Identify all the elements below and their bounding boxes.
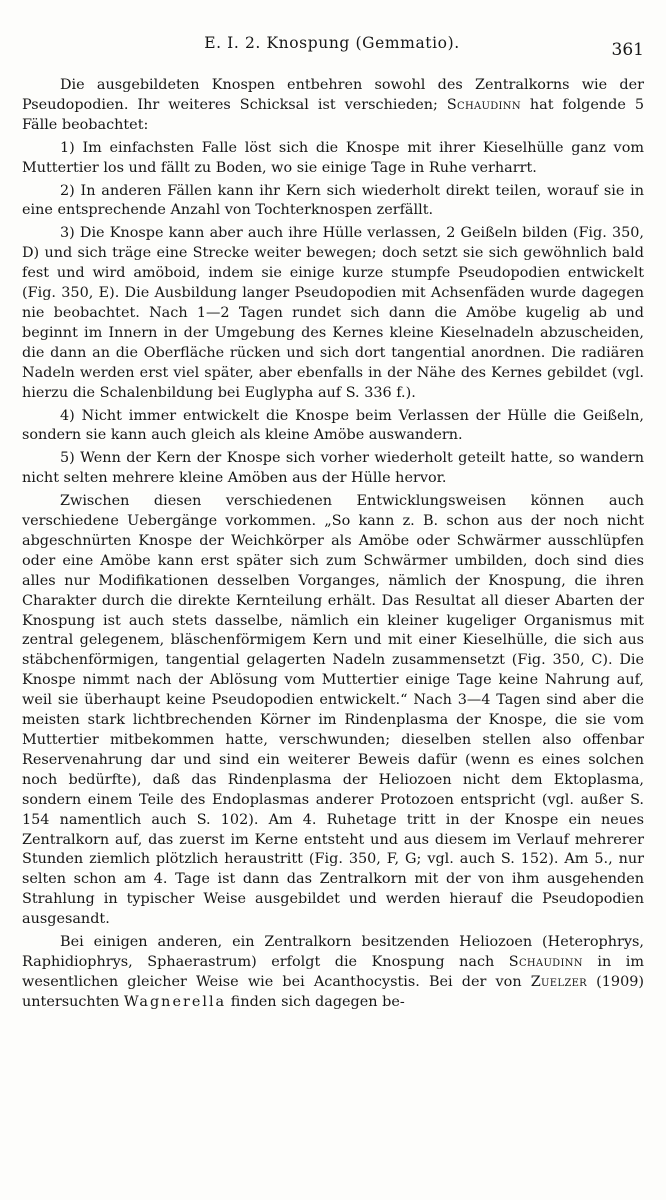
paragraph-case-4: 4) Nicht immer entwickelt die Knospe beim Verlassen der Hülle die Geißeln, sondern sie kann auch gleich als kleine Amöbe auswandern.	[22, 407, 644, 444]
paragraph-transitions: Zwischen diesen verschiedenen Entwicklungsweisen können auch verschiedene Uebergänge vorkommen. „So kann z. B. schon aus der noch nicht abgeschnürten Knospe der Weichkörper als Amöbe oder Schwärmer ausschlüpfen oder eine Amöbe kann erst später sich zum Schwärmer umbilden, doch sind dies alles nur Modifikationen desselben Vorganges, nämlich der Knospung, die ihren Charakter durch die direkte Kernteilung erhält. Das Resultat all dieser Abarten der Knospung ist auch stets dasselbe, nämlich ein kleiner kugeliger Organismus mit zentral gelegenem, bläschenförmigem Kern und mit einer Kieselhülle, die sich aus stäbchenförmigen, tangential gelagerten Nadeln zusammensetzt (Fig. 350, C). Die Knospe nimmt nach der Ablösung vom Muttertier einige Tage keine Nahrung auf, weil sie überhaupt keine Pseudopodien entwickelt.“ Nach 3—4 Tagen sind aber die meisten stark lichtbrechenden Körner im Rindenplasma der Knospe, die sie vom Muttertier mitbekommen hatte, verschwunden; dieselben stellen also offenbar Reservenahrung dar und sind ein weiterer Beweis dafür (wenn es eines solchen noch bedürfte), daß das Rindenplasma der Heliozoen nicht dem Ektoplasma, sondern einem Teile des Endoplasmas anderer Protozoen entspricht (vgl. außer S. 154 namentlich auch S. 102). Am 4. Ruhetage tritt in der Knospe ein neues Zentralkorn auf, das zuerst im Kerne entsteht und aus diesem im Verlauf mehrerer Stunden ziemlich plötzlich heraustritt (Fig. 350, F, G; vgl. auch S. 152). Am 5., nur selten schon am 4. Tage ist dann das Zentralkorn mit der von ihm ausgehenden Strahlung in typischer Weise ausgebildet und werden hierauf die Pseudopodien ausgesandt.	[22, 493, 644, 928]
author-name-zuelzer: Zuelzer	[530, 973, 587, 990]
paragraph-intro-text-b: hat folgende 5 Fälle beobachtet:	[22, 96, 645, 133]
paragraph-other-text-a: Bei einigen anderen, ein Zentralkorn besitzenden Heliozoen (Heterophrys, Raphidiophrys, Sphaerastrum) erfolgt die Knospung nach	[22, 934, 644, 970]
paragraph-other-text-d: finden sich dagegen be-	[226, 993, 405, 1010]
paragraph-intro	[22, 76, 644, 136]
paragraph-intro-text-a: Die ausgebildeten Knospen entbehren sowohl des Zentralkorns wie der Pseudopodien. Ihr weiteres Schicksal ist verschieden;	[22, 77, 644, 113]
running-header	[20, 26, 644, 60]
body-text	[22, 76, 644, 1013]
paragraph-case-5: 5) Wenn der Kern der Knospe sich vorher wiederholt geteilt hatte, so wandern nicht selten mehrere kleine Amöben aus der Hülle hervor.	[22, 450, 644, 487]
paragraph-other-text-b: in im wesentlichen gleicher Weise wie bei Acanthocystis. Bei der von	[22, 953, 644, 990]
paragraph-other-text-c: (1909) untersuchten	[22, 973, 644, 1010]
paragraph-case-1: 1) Im einfachsten Falle löst sich die Knospe mit ihrer Kieselhülle ganz vom Muttertier los und fällt zu Boden, wo sie einige Tage in Ruhe verharrt.	[22, 139, 644, 176]
paragraph-other-heliozoa	[22, 933, 644, 1013]
author-name-schaudinn-2: Schaudinn	[508, 953, 583, 970]
paragraph-case-2: 2) In anderen Fällen kann ihr Kern sich wiederholt direkt teilen, worauf sie in eine entsprechende Anzahl von Tochterknospen zerfällt.	[22, 182, 644, 219]
page-number: 361	[611, 40, 644, 60]
running-title: E. I. 2. Knospung (Gemmatio).	[204, 34, 460, 52]
paragraph-case-3: 3) Die Knospe kann aber auch ihre Hülle verlassen, 2 Geißeln bilden (Fig. 350, D) und sich träge eine Strecke weiter bewegen; doch setzt sie sich gewöhnlich bald fest und wird amöboid, indem sie einige kurze stumpfe Pseudopodien entwickelt (Fig. 350, E). Die Ausbildung langer Pseudopodien mit Achsenfäden wurde dagegen nie beobachtet. Nach 1—2 Tagen rundet sich dann die Amöbe kugelig ab und beginnt im Innern in der Umgebung des Kernes kleine Kieselnadeln abzuscheiden, die dann an die Oberfläche rücken und sich dort tangential anordnen. Die radiären Nadeln werden erst viel später, aber ebenfalls in der Nähe des Kernes gebildet (vgl. hierzu die Schalenbildung bei Euglypha auf S. 336 f.).	[22, 225, 644, 401]
genus-wagnerella: Wagnerella	[123, 993, 227, 1010]
author-name-schaudinn: Schaudinn	[446, 96, 521, 113]
